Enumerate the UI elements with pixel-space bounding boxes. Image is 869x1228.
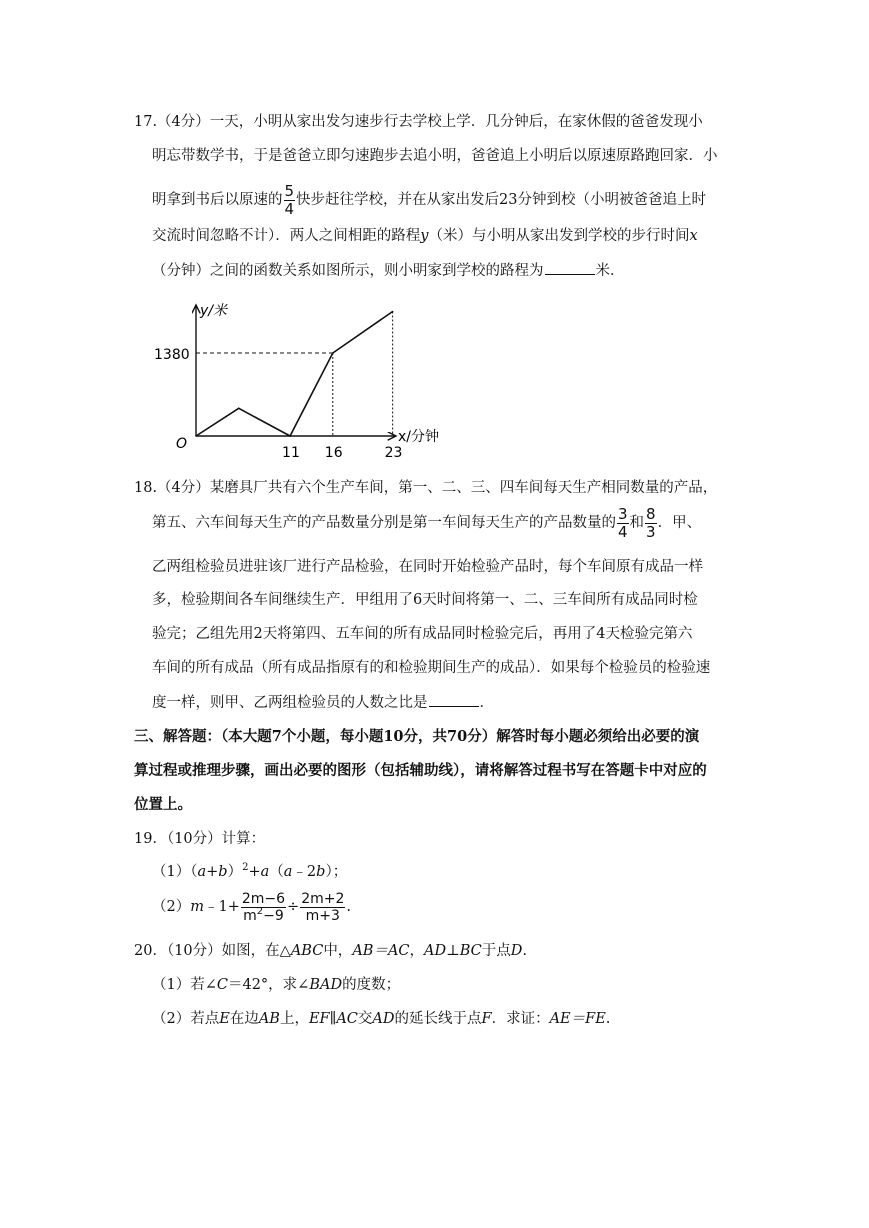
- q17-text-1: 17.（4分）一天，小明从家出发匀速步行去学校上学．几分钟后，在家休假的爸爸发现小: [134, 114, 703, 130]
- q17-text-4b: （米）与小明从家出发到学校的步行时间: [428, 228, 690, 244]
- q19-p1-open: （: [190, 864, 198, 880]
- q19-p2-label: （2）: [152, 899, 191, 915]
- q18-answer-blank[interactable]: [429, 692, 479, 707]
- q20-p2-seg-ef: EF: [308, 1011, 330, 1027]
- section3-text-3: 位置上。: [134, 796, 192, 813]
- q17-line-2: [152, 146, 718, 166]
- q17-var-y: y: [420, 228, 429, 244]
- q17-text-3b: 快步赶往学校，并在从家出发后23分钟到校（小明被爸爸追上时: [296, 192, 706, 208]
- q18-line-6: [152, 658, 710, 678]
- q18-text-4: 多，检验期间各车间继续生产．甲组用了6天时间将第一、二、三车间所有成品同时检: [152, 592, 698, 608]
- q19-p1-var-a3: a: [283, 864, 293, 880]
- q17-text-3a: 明拿到书后以原速的: [152, 192, 283, 208]
- q19-frac1-numerator: 2m−6: [241, 890, 286, 907]
- q20-p2-text-f: 的延长线于点: [394, 1011, 482, 1027]
- q20-p1-text-d: 的度数；: [342, 977, 401, 993]
- q20-point-d: D: [510, 943, 523, 959]
- q17-text-5a: （分钟）之间的函数关系如图所示，则小明家到学校的路程为: [152, 263, 544, 279]
- q20-p1-text-a: （1）若∠: [152, 977, 217, 993]
- q18-text-1: 18.（4分）某磨具厂共有六个生产车间，第一、二、三、四车间每天生产相同数量的产品，: [134, 480, 718, 496]
- q19-p1-var-a2: a: [260, 864, 270, 880]
- q19-p2-fraction-2: [300, 892, 345, 923]
- q18-line-2: [152, 502, 701, 544]
- q18-text-2c: ．甲、: [657, 515, 702, 531]
- q19-p1-close: ）: [227, 864, 243, 880]
- q20-p2-text-h: .: [605, 1011, 611, 1027]
- q20-p2-point-f: F: [481, 1011, 492, 1027]
- q20-p2-text-g: ．求证：: [491, 1011, 550, 1027]
- q20-p2-text-e: 交: [357, 1011, 373, 1027]
- q20-line-1: [134, 941, 527, 961]
- chart-origin: O: [176, 436, 188, 452]
- q20-text-1e: .: [522, 943, 528, 959]
- q18-line-4: [152, 590, 698, 610]
- q20-p1-angle-c: C: [216, 977, 228, 993]
- q19-p2-fraction-1: [241, 892, 286, 923]
- q19-p1-label: （1）: [152, 864, 191, 880]
- q17-frac-numerator: 5: [284, 181, 295, 200]
- q17-line-3: [152, 180, 706, 220]
- section3-text-1: 三、解答题：（本大题7个小题，每小题10分，共70分）解答时每小题必须给出必要的演: [134, 728, 700, 745]
- q17-text-2: 明忘带数学书，于是爸爸立即匀速跑步去追小明，爸爸追上小明后以原速原路跑回家．小: [152, 148, 718, 164]
- q18-text-2a: 第五、六车间每天生产的产品数量分别是第一车间每天生产的产品数量的: [152, 515, 616, 531]
- q18-text-7b: ．: [479, 695, 494, 711]
- chart-point-4: [392, 311, 394, 313]
- q19-frac1-denominator: [241, 905, 286, 924]
- chart-xlabel: x/分钟: [398, 429, 440, 445]
- q20-p2-text-c: 上，: [279, 1011, 309, 1027]
- q17-var-x: x: [689, 228, 698, 244]
- q19-p2-divide: ÷: [287, 899, 300, 915]
- q17-text-5b: 米．: [595, 263, 625, 279]
- q19-p1-var-b2: b: [316, 864, 326, 880]
- q18-fraction-2: [645, 504, 657, 541]
- q18-text-6: 车间的所有成品（所有成品指原有的和检验期间生产的成品）．如果每个检验员的检验速: [152, 660, 711, 676]
- q19-p1-var-b: b: [218, 864, 228, 880]
- q19-p1-var-a: a: [197, 864, 207, 880]
- q18-frac1-numerator: 3: [618, 504, 628, 523]
- q19-title: [134, 829, 265, 849]
- q20-p2-parallel: ∥: [329, 1011, 337, 1027]
- chart-point-2: [289, 435, 291, 437]
- q20-p2-text-a: （2）若点: [152, 1011, 220, 1027]
- q17-frac-denominator: 4: [284, 199, 295, 218]
- q20-text-1c: ，: [409, 943, 425, 959]
- chart-xtick-11: 11: [282, 445, 300, 461]
- section3-line-1: [134, 727, 699, 747]
- q20-text-1a: 20．（10分）如图，在△: [134, 943, 291, 959]
- q17-answer-blank[interactable]: [545, 260, 595, 275]
- q19-p1-open2: （: [269, 864, 284, 880]
- section3-line-3: [134, 795, 192, 815]
- q19-frac1-den-rest: −9: [263, 907, 284, 924]
- q19-p1-minus: ﹣2: [292, 864, 317, 880]
- q19-p2-var-m: m: [190, 899, 204, 915]
- q18-line-1: [134, 478, 717, 498]
- q18-text-7a: 度一样，则甲、乙两组检验员的人数之比是: [152, 695, 428, 711]
- q19-frac2-numerator: 2m+2: [301, 890, 345, 907]
- q19-frac1-den-base: m: [243, 907, 257, 924]
- q19-frac1-den-exp: 2: [256, 905, 264, 917]
- q18-frac2-numerator: 8: [646, 504, 656, 523]
- q20-ab-eq-ac: AB＝AC: [352, 943, 410, 959]
- q20-part-2: [152, 1009, 610, 1029]
- chart-xtick-16: 16: [324, 445, 343, 461]
- chart-point-1: [238, 408, 240, 410]
- q20-ad-perp-bc: AD⊥BC: [424, 943, 482, 959]
- q18-frac2-denominator: 3: [646, 522, 656, 541]
- q20-text-1b: 中，: [323, 943, 353, 959]
- chart-point-0: [195, 435, 197, 437]
- q19-part-2: [152, 885, 351, 929]
- q19-title-text: 19．（10分）计算：: [134, 831, 266, 847]
- q20-p2-side-ac: AC: [336, 1011, 358, 1027]
- chart-series-line: [196, 312, 393, 437]
- q18-line-7: [152, 692, 494, 713]
- q18-text-3: 乙两组检验员进驻该厂进行产品检验，在同时开始检验产品时，每个车间原有成品一样: [152, 559, 703, 575]
- q20-p2-text-b: 在边: [229, 1011, 259, 1027]
- q19-p2-end: .: [346, 899, 351, 915]
- q19-frac2-denominator: m+3: [305, 907, 340, 924]
- section3-text-2: 算过程或推理步骤，画出必要的图形（包括辅助线），请将解答过程书写在答题卡中对应的: [134, 762, 707, 779]
- q19-p1-end: ）；: [325, 864, 348, 880]
- q20-p1-text-b: ＝42°，求∠: [227, 977, 310, 993]
- chart-xtick-23: 23: [384, 445, 403, 461]
- q20-p2-ae-eq-fe: AE＝FE: [549, 1011, 606, 1027]
- q19-p1-exponent: 2: [242, 862, 249, 873]
- q18-text-5: 验完；乙组先用2天将第四、五车间的所有成品同时检验完后，再用了4天检验完第六: [152, 626, 693, 642]
- chart-ylabel: y/米: [200, 303, 228, 319]
- q20-text-1d: 于点: [481, 943, 511, 959]
- q20-p1-angle-bad: BAD: [309, 977, 343, 993]
- q18-text-2b: 和: [629, 515, 645, 531]
- q19-p2-minus-one: ﹣1+: [203, 899, 240, 915]
- q17-line-1: [134, 112, 703, 132]
- q17-fraction: [284, 181, 296, 218]
- chart-point-3: [332, 352, 334, 354]
- q17-chart: [154, 295, 460, 465]
- q17-line-4: [152, 226, 698, 246]
- q17-line-5: [152, 260, 625, 281]
- section3-line-2: [134, 761, 707, 781]
- q18-line-5: [152, 624, 692, 644]
- q18-line-3: [152, 557, 703, 577]
- q19-p1-plus: +: [206, 864, 219, 880]
- chart-ytick-label: 1380: [154, 347, 190, 363]
- q20-triangle-abc: ABC: [290, 943, 324, 959]
- q19-part-1: [152, 862, 347, 882]
- q20-p2-seg-ad: AD: [372, 1011, 395, 1027]
- q18-fraction-1: [617, 504, 629, 541]
- q20-p2-side-ab: AB: [258, 1011, 280, 1027]
- q18-frac1-denominator: 4: [618, 522, 628, 541]
- q20-p2-point-e: E: [219, 1011, 230, 1027]
- q19-p1-plus2: +: [248, 864, 261, 880]
- q17-text-4a: 交流时间忽略不计）．两人之间相距的路程: [152, 228, 421, 244]
- q20-part-1: [152, 975, 400, 995]
